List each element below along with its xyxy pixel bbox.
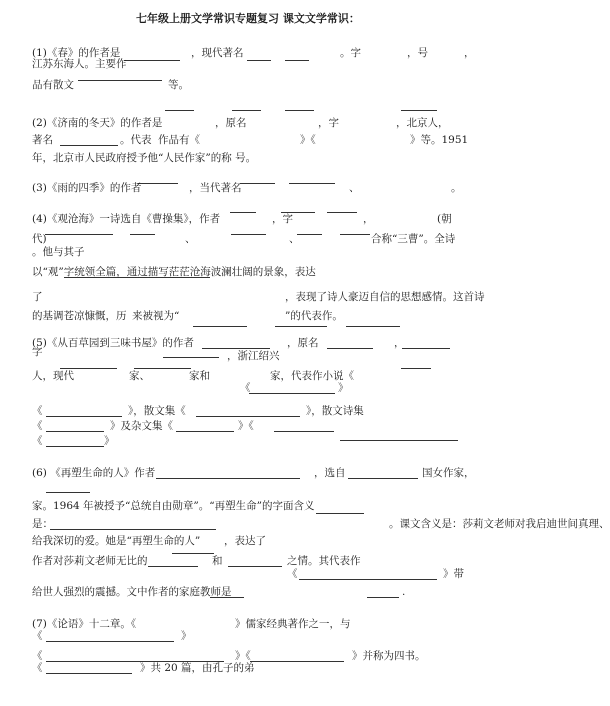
q5-text-3c: 家和: [189, 370, 210, 382]
q7-text-4a: 《: [32, 662, 43, 674]
q1-text-1e: ，: [464, 47, 475, 59]
q2-text-2b: 。代表: [120, 134, 152, 146]
q7-text-3c: 》并称为四书。: [352, 650, 426, 662]
q4-text-4a: 了: [32, 291, 43, 303]
q5-blank: [327, 348, 373, 349]
q4-text-2e: 。他与其子: [32, 246, 85, 258]
q5-text-1c: ，: [394, 337, 405, 349]
q1-text-1c: 。字: [340, 47, 361, 59]
q5-blank: [196, 416, 300, 417]
q6-text-6b: 》带: [443, 568, 464, 580]
q2-blank: [285, 110, 314, 111]
q6-text-5c: 之情。其代表作: [287, 555, 361, 567]
q5-text-6a: 《: [32, 420, 43, 432]
q2-text-2c: 作品有《: [158, 134, 200, 146]
q7-blank: [46, 641, 174, 642]
q5-text-2a: 字: [32, 346, 43, 358]
q7-text-3a: 《: [32, 650, 43, 662]
q5-text-5a: 《: [32, 405, 43, 417]
q5-text-4a: 《: [240, 382, 251, 394]
q4-blank: [327, 212, 357, 213]
q5-blank: [60, 368, 117, 369]
q6-text-6a: 《: [287, 568, 298, 580]
q4-text-2c: 、: [289, 233, 300, 245]
q5-text-7a: 《: [32, 435, 43, 447]
q1-blank: [124, 60, 180, 61]
q1-blank: [78, 80, 162, 81]
q2-text-1a: (2)《济南的冬天》的作者是: [32, 117, 163, 129]
q5-blank: [402, 348, 450, 349]
q1-text-2: 江苏东海人。主要作: [32, 58, 127, 70]
q6-text-3a: 是：: [32, 518, 53, 530]
q2-text-1b: ，原名: [215, 117, 247, 129]
q5-text-3b: 家、: [129, 370, 150, 382]
q7-text-1b: 》儒家经典著作之一，与: [235, 618, 351, 630]
q5-blank: [202, 348, 270, 349]
q4-text-1c: ，: [363, 213, 374, 225]
q7-text-2b: 》: [181, 630, 192, 642]
q3-text-1a: (3)《雨的四季》的作者: [32, 182, 142, 194]
q4-blank: [230, 212, 256, 213]
q2-text-2e: 》等。1951: [410, 134, 469, 146]
q6-blank: [228, 566, 282, 567]
q6-blank: [210, 597, 244, 598]
q6-text-5b: 和: [212, 555, 223, 567]
q1-text-1b: ，现代著名: [191, 47, 244, 59]
q4-blank: [297, 234, 322, 235]
q5-blank: [176, 431, 234, 432]
q7-blank: [46, 673, 132, 674]
q5-blank: [249, 393, 335, 394]
q6-blank: [299, 579, 437, 580]
q3-text-1d: 。: [451, 182, 462, 194]
q5-blank: [340, 440, 458, 441]
q5-blank: [46, 431, 104, 432]
q2-blank: [401, 110, 437, 111]
q4-text-4b: ，表现了诗人豪迈自信的思想感情。这首诗: [285, 291, 485, 303]
q6-blank: [148, 566, 198, 567]
q6-text-1c: 国女作家，: [422, 467, 475, 479]
q6-text-7a: 给世人强烈的震撼。文中作者的家庭教师是: [32, 586, 232, 598]
q4-text-2a: 代): [32, 233, 47, 245]
q4-blank: [346, 326, 400, 327]
q6-blank: [156, 478, 300, 479]
q4-text-2d: 合称“三曹”。全诗: [371, 233, 456, 245]
q5-text-1b: ，原名: [287, 337, 319, 349]
q6-blank: [316, 513, 364, 514]
q4-text-5a: 的基调苍凉慷慨，历: [32, 310, 127, 322]
q7-text-2a: 《: [32, 630, 43, 642]
q2-text-2d: 》《: [300, 134, 316, 146]
q6-text-2: 家。1964 年被授予“总统自由勋章”。“再塑生命”的字面含义: [32, 500, 315, 512]
q5-text-3d: 家，代表作小说《: [270, 370, 354, 382]
q3-text-1b: ，当代著名: [189, 182, 242, 194]
q2-blank: [60, 145, 118, 146]
q5-text-4b: 》: [338, 382, 349, 394]
q4-blank: [231, 234, 266, 235]
q6-text-1b: ，选自: [314, 467, 346, 479]
q4-text-2b: 、: [185, 233, 196, 245]
q5-blank: [134, 368, 191, 369]
q5-text-5c: 》，散文诗集: [306, 405, 364, 417]
q3-blank: [240, 183, 275, 184]
q5-text-3a: 人，现代: [32, 370, 74, 382]
q6-text-4b: ，表达了: [224, 535, 266, 547]
q2-text-1c: ，字: [318, 117, 339, 129]
q7-blank: [250, 661, 344, 662]
q2-text-3: 年，北京市人民政府授予他“人民作家”的称 号。: [32, 152, 257, 164]
q4-underline: [64, 277, 210, 278]
q2-text-1d: ，北京人，: [396, 117, 449, 129]
q5-text-1a: (5)《从百草园到三味书屋》的作者: [32, 337, 194, 349]
q5-blank: [274, 431, 334, 432]
q3-blank: [289, 183, 335, 184]
q1-text-3a: 品有散文: [32, 79, 74, 91]
q1-blank: [285, 60, 309, 61]
q6-blank: [367, 597, 399, 598]
q4-text-1b: ，字: [272, 213, 293, 225]
q4-text-5b: 来被视为“: [132, 310, 180, 322]
q6-text-3b: 。课文含义是：莎莉文老师对我启迪世间真理、: [389, 518, 610, 530]
q1-blank: [247, 60, 271, 61]
q4-text-3: 以“观”字统领全篇，通过描写茫茫沧海波澜壮阔的景象，表达: [32, 266, 316, 278]
q4-blank: [340, 234, 370, 235]
q4-text-5c: ”的代表作。: [285, 310, 343, 322]
q6-blank: [46, 492, 90, 493]
q5-text-5b: 》，散文集《: [128, 405, 186, 417]
page-title: 七年级上册文学常识专题复习 课文文学常识：: [136, 12, 360, 25]
q4-blank: [275, 326, 327, 327]
q6-text-7b: .: [402, 586, 406, 598]
q3-blank: [138, 183, 178, 184]
q1-text-3b: 等。: [168, 79, 189, 91]
q7-text-4b: 》共 20 篇，由孔子的弟: [140, 662, 255, 674]
q5-blank: [163, 357, 219, 358]
q5-blank: [46, 446, 104, 447]
q1-text-1d: ，号: [407, 47, 428, 59]
q6-text-4a: 给我深切的爱。她是“再塑生命的人”: [32, 535, 201, 547]
q2-text-2a: 著名: [32, 134, 53, 146]
q2-blank: [165, 110, 194, 111]
q4-blank: [193, 326, 247, 327]
q4-blank: [45, 234, 113, 235]
q6-blank: [348, 478, 418, 479]
q4-text-1d: (朝: [437, 213, 452, 225]
q1-text-1a: (1)《春》的作者是: [32, 47, 121, 59]
q5-text-6c: 》《: [238, 420, 254, 432]
q5-text-2b: ，浙江绍兴: [227, 350, 280, 362]
q7-text-3b: 》《: [235, 650, 251, 662]
q4-blank: [130, 234, 155, 235]
q4-text-1a: (4)《观沧海》一诗选自《曹操集》，作者: [32, 213, 221, 225]
q3-text-1c: 、: [349, 182, 360, 194]
q5-blank: [46, 416, 122, 417]
q2-blank: [232, 110, 261, 111]
q5-text-7b: 》: [104, 435, 115, 447]
q6-blank: [50, 529, 216, 530]
q7-text-1a: (7)《论语》十二章。《: [32, 618, 137, 630]
q6-text-5a: 作者对莎莉文老师无比的: [32, 555, 148, 567]
q5-blank: [401, 368, 431, 369]
q6-blank: [172, 553, 214, 554]
q5-text-6b: 》及杂文集《: [110, 420, 173, 432]
q6-text-1a: (6) 《再塑生命的人》作者: [32, 467, 156, 479]
